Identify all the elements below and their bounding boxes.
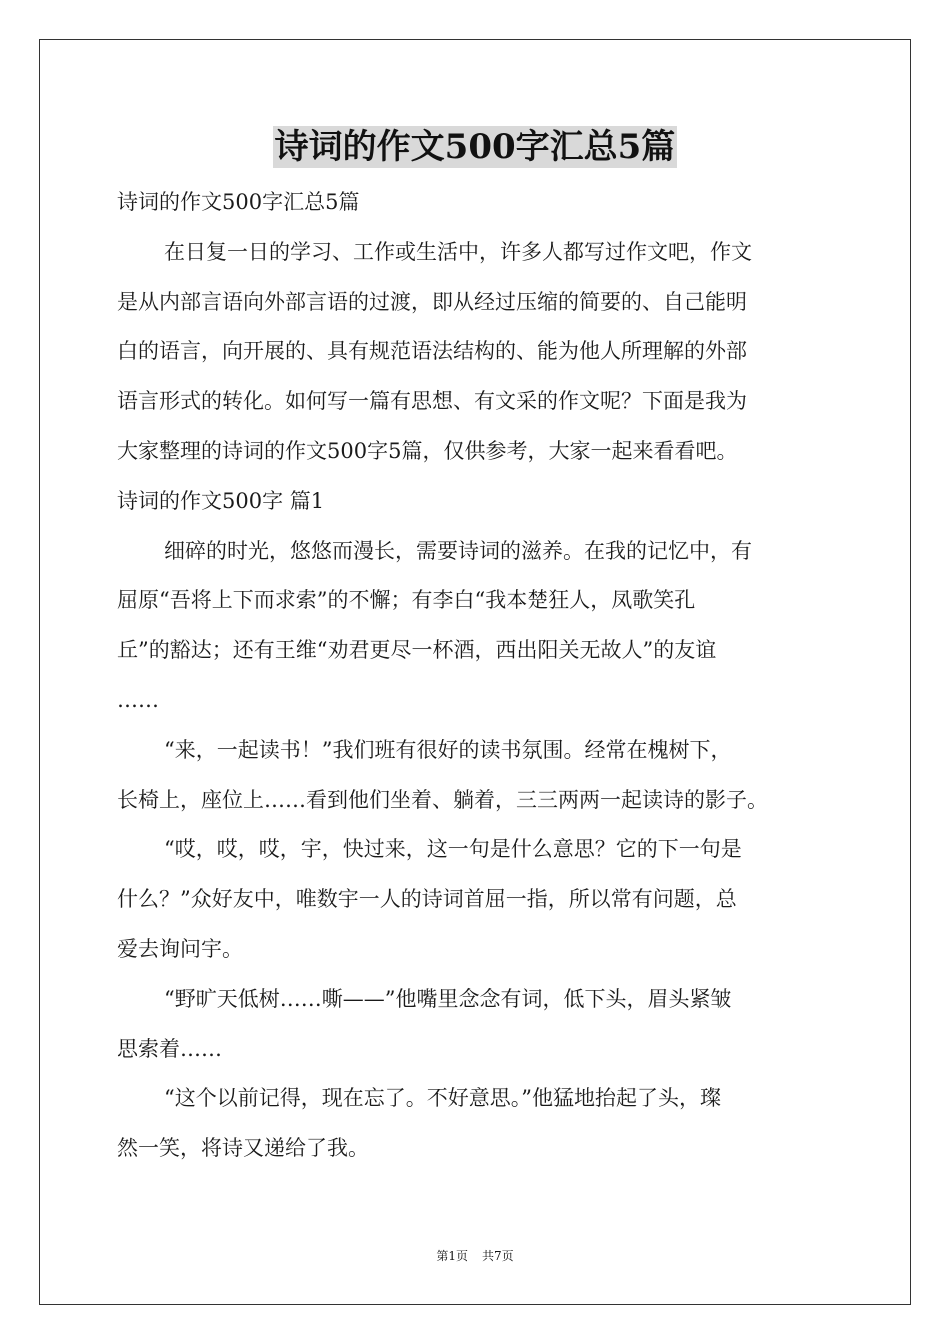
document-title: 诗词的作文500字汇总5篇 [274, 127, 676, 167]
page-footer [0, 1247, 950, 1265]
title-container [0, 126, 950, 168]
text-line: 思索着…… [117, 1036, 222, 1061]
text-line: 细碎的时光，悠悠而漫长，需要诗词的滋养。在我的记忆中，有 [164, 538, 752, 563]
document-body [117, 178, 833, 1174]
text-line: “野旷天低树……嘶——”他嘴里念念有词，低下头，眉头紧皱 [164, 986, 732, 1011]
text-line: 丘”的豁达；还有王维“劝君更尽一杯酒，西出阳关无故人”的友谊 [117, 638, 717, 663]
text-line: 屈原“吾将上下而求索”的不懈；有李白“我本楚狂人，凤歌笑孔 [117, 588, 696, 613]
text-line: 诗词的作文500字汇总5篇 [117, 190, 360, 214]
text-line: “哎，哎，哎，宇，快过来，这一句是什么意思？它的下一句是 [164, 837, 742, 862]
text-line: “来，一起读书！”我们班有很好的读书氛围。经常在槐树下， [164, 737, 732, 762]
text-line: 爱去询问宇。 [117, 936, 243, 961]
text-line: 在日复一日的学习、工作或生活中，许多人都写过作文吧，作文 [164, 239, 752, 264]
text-line: 然一笑，将诗又递给了我。 [117, 1136, 369, 1161]
text-line: 白的语言，向开展的、具有规范语法结构的、能为他人所理解的外部 [117, 339, 747, 364]
text-line: 语言形式的转化。如何写一篇有思想、有文采的作文呢？下面是我为 [117, 389, 747, 414]
page-number: 第1页 [436, 1249, 468, 1263]
text-line: 什么？”众好友中，唯数宇一人的诗词首屈一指，所以常有问题，总 [117, 887, 737, 912]
text-line: 诗词的作文500字 篇1 [117, 488, 325, 513]
text-line: 是从内部言语向外部言语的过渡，即从经过压缩的简要的、自己能明 [117, 289, 747, 314]
text-line: 大家整理的诗词的作文500字5篇，仅供参考，大家一起来看看吧。 [117, 438, 738, 463]
text-line: …… [117, 687, 159, 712]
text-line: “这个以前记得，现在忘了。不好意思。”他猛地抬起了头，璨 [164, 1086, 721, 1111]
page-total: 共7页 [482, 1249, 514, 1263]
text-line: 长椅上，座位上……看到他们坐着、躺着，三三两两一起读诗的影子。 [117, 787, 768, 812]
